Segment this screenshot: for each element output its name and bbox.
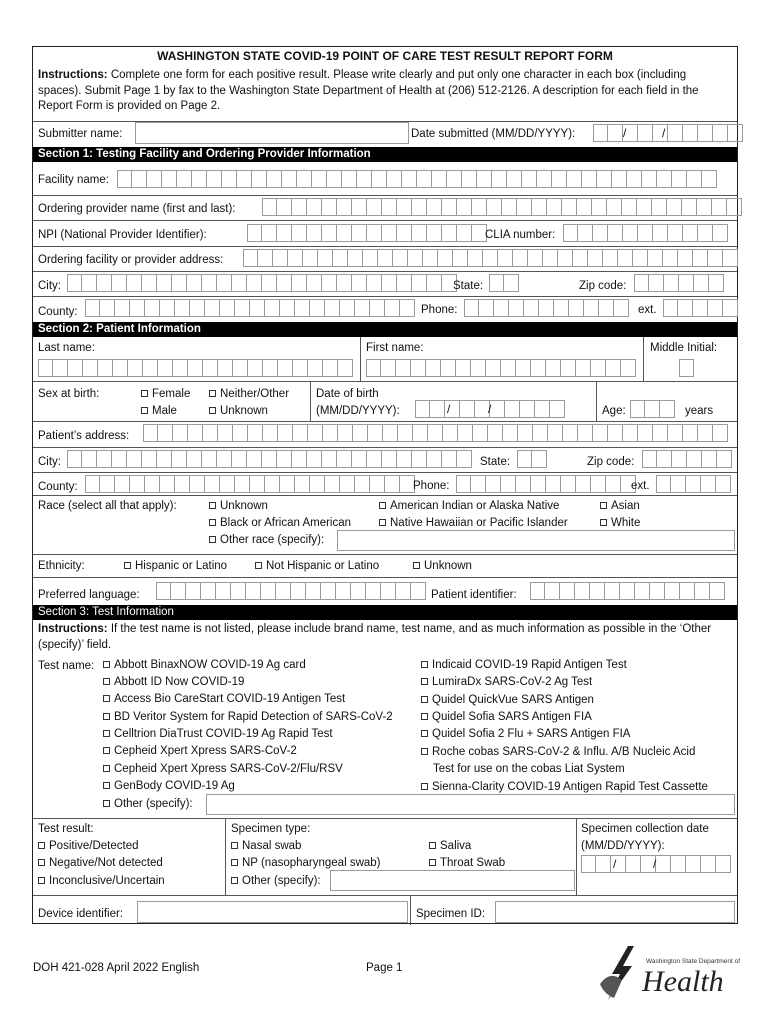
phone-label: Phone:	[421, 304, 458, 316]
checkbox-icon	[209, 407, 216, 414]
patient-ext-field[interactable]	[656, 475, 731, 493]
zip-field[interactable]	[634, 274, 724, 292]
checkbox-icon	[231, 877, 238, 884]
npi-label: NPI (National Provider Identifier):	[38, 229, 207, 241]
logo-department-text: Washington State Department of	[646, 958, 741, 965]
date-submitted-label: Date submitted (MM/DD/YYYY):	[411, 128, 576, 140]
years-label: years	[685, 405, 714, 417]
report-form: WASHINGTON STATE COVID-19 POINT OF CARE TEST RESULT REPORT FORM Instructions: Complete one form for each positive result. Please write clearly and put only one character in each box (including spaces). Submit Page 1 by fax to the Washington State Department of Health at (206) 512-2126. A description for each field in the Report Form is provided on Page 2. Submitter name: Date submitted (MM/DD/YYYY): / / Section 1: Testing Facility and Ordering Provider Information Facility name: Ordering provider name (first and last): NPI (National Provider Identifier): CLIA number: Ordering facility or provider address: City: State: Zip code: County: Phone: ext. Section 2: Patient Information Last name: First name: Middle Initial: Sex at birth: Female Male Neither/Other Unknown Date of birth (MM/DD/YYYY): / / Age: years Patient’s address: City: State: Zip code: County: Phone: ext. Race (select all that apply): Unknown American Indian or Alaska Native Asian Black or African American Native Hawaiian or Pacific Islander White Other race (specify): Ethnicity: Hispanic or Latino Not Hispanic or Latino Unknown Preferred language: Patient identifier: Section 3: Test Information Instructions: If the test name is not listed, please include brand name, test name, and as much information as possible in the ‘Other (specify)’ field. Test name: Abbott BinaxNOW COVID-19 Ag card Abbott ID Now COVID-19 Access Bio CareStart COVID-19 Antigen Test BD Veritor System for Rapid Detection of SARS-CoV-2 Celltrion DiaTrust COVID-19 Ag Rapid Test Cepheid Xpert Xpress SARS-CoV-2 Cepheid Xpert Xpress SARS-CoV-2/Flu/RSV GenBody COVID-19 Ag Other (specify): Indicaid COVID-19 Rapid Antigen Test LumiraDx SARS-CoV-2 Ag Test Quidel QuickVue SARS Antigen Quidel Sofia SARS Antigen FIA Quidel Sofia 2 Flu + SARS Antigen FIA Roche cobas SARS-CoV-2 & Influ. A/B Nucleic Acid Test for use on the cobas Liat System Sienna-Clarity COVID-19 Antigen Rapid Test Cassette Test result: Positive/Detected Negative/Not detected Inconclusive/Uncertain Specimen type: Nasal swab NP (nasopharyngeal swab) Other (specify): Saliva Throat Swab Specimen collection date (MM/DD/YYYY): / / Device identifier: Specimen ID:	[32, 46, 738, 924]
ordering-address-label: Ordering facility or provider address:	[38, 254, 224, 266]
ethnicity-option-hispanic[interactable]: Hispanic or Latino	[124, 559, 227, 573]
checkbox-icon	[379, 502, 386, 509]
patient-ext-label: ext.	[631, 480, 650, 492]
dob-label-line1: Date of birth	[316, 388, 379, 400]
patient-address-field[interactable]	[143, 424, 728, 442]
patient-address-label: Patient’s address:	[38, 430, 130, 442]
form-number: DOH 421-028 April 2022 English	[33, 962, 200, 974]
preferred-language-field[interactable]	[156, 582, 426, 600]
checkbox-icon	[421, 748, 428, 755]
checkbox-icon	[421, 713, 428, 720]
test-other-field[interactable]	[206, 794, 735, 815]
checkbox-icon	[421, 661, 428, 668]
section3-instructions-label: Instructions:	[38, 623, 108, 635]
checkbox-icon	[231, 859, 238, 866]
section3-header: Section 3: Test Information	[33, 605, 737, 620]
test-option-genbody[interactable]: GenBody COVID-19 Ag	[103, 779, 235, 793]
instructions-label: Instructions:	[38, 69, 108, 81]
race-option-white[interactable]: White	[600, 516, 640, 530]
race-option-native-hawaiian[interactable]: Native Hawaiian or Pacific Islander	[379, 516, 568, 530]
test-option-celltrion[interactable]: Celltrion DiaTrust COVID-19 Ag Rapid Test	[103, 727, 333, 741]
clia-field[interactable]	[563, 224, 728, 242]
city-label: City:	[38, 280, 61, 292]
patient-phone-field[interactable]	[456, 475, 636, 493]
logo-health-text: Health	[642, 965, 724, 998]
checkbox-icon	[141, 390, 148, 397]
preferred-language-label: Preferred language:	[38, 589, 140, 601]
checkbox-icon	[103, 765, 110, 772]
city-field[interactable]	[67, 274, 457, 292]
test-result-label: Test result:	[38, 823, 94, 835]
page-number: Page 1	[366, 962, 403, 974]
checkbox-icon	[421, 783, 428, 790]
health-logo-icon	[598, 944, 642, 1002]
county-field[interactable]	[85, 299, 415, 317]
specimen-option-saliva[interactable]: Saliva	[429, 839, 471, 853]
specimen-option-other[interactable]: Other (specify):	[231, 874, 321, 888]
ordering-provider-label: Ordering provider name (first and last):	[38, 203, 236, 215]
form-title: WASHINGTON STATE COVID-19 POINT OF CARE TEST RESULT REPORT FORM	[157, 49, 613, 63]
test-option-bd-veritor[interactable]: BD Veritor System for Rapid Detection of SARS-CoV-2	[103, 710, 393, 724]
last-name-label: Last name:	[38, 342, 95, 354]
ethnicity-label: Ethnicity:	[38, 560, 85, 572]
test-option-sienna-clarity[interactable]: Sienna-Clarity COVID-19 Antigen Rapid Test Cassette	[421, 780, 708, 794]
state-field[interactable]	[489, 274, 519, 292]
patient-county-label: County:	[38, 481, 78, 493]
patient-county-field[interactable]	[85, 475, 415, 493]
result-option-inconclusive[interactable]: Inconclusive/Uncertain	[38, 874, 165, 888]
test-option-other[interactable]: Other (specify):	[103, 797, 193, 811]
result-option-negative[interactable]: Negative/Not detected	[38, 856, 163, 870]
specimen-option-nasal[interactable]: Nasal swab	[231, 839, 301, 853]
sex-option-male[interactable]: Male	[141, 404, 177, 418]
checkbox-icon	[255, 562, 262, 569]
checkbox-icon	[103, 800, 110, 807]
sex-at-birth-label: Sex at birth:	[38, 388, 100, 400]
age-label: Age:	[602, 405, 626, 417]
checkbox-icon	[421, 678, 428, 685]
checkbox-icon	[209, 502, 216, 509]
specimen-other-field[interactable]	[330, 870, 575, 891]
checkbox-icon	[209, 536, 216, 543]
section3-instructions-text: If the test name is not listed, please include brand name, test name, and as much information as possible in the ‘Other (specify)’ field.	[38, 623, 712, 651]
first-name-field[interactable]	[366, 359, 636, 377]
patient-identifier-label: Patient identifier:	[431, 589, 517, 601]
facility-name-field[interactable]	[117, 170, 717, 188]
test-option-indicaid[interactable]: Indicaid COVID-19 Rapid Antigen Test	[421, 658, 627, 672]
ethnicity-option-not-hispanic[interactable]: Not Hispanic or Latino	[255, 559, 379, 573]
test-option-access-bio[interactable]: Access Bio CareStart COVID-19 Antigen Test	[103, 692, 345, 706]
date-submitted-field[interactable]	[593, 124, 743, 142]
patient-city-field[interactable]	[67, 450, 472, 468]
test-option-lumiradx[interactable]: LumiraDx SARS-CoV-2 Ag Test	[421, 675, 592, 689]
sex-option-neither[interactable]: Neither/Other	[209, 387, 289, 401]
facility-name-label: Facility name:	[38, 174, 109, 186]
state-label: State:	[453, 280, 484, 292]
section1-header: Section 1: Testing Facility and Ordering Provider Information	[33, 147, 737, 162]
race-option-other[interactable]: Other race (specify):	[209, 533, 324, 547]
device-identifier-field[interactable]	[137, 901, 408, 923]
race-label: Race (select all that apply):	[38, 500, 177, 512]
patient-phone-label: Phone:	[413, 480, 450, 492]
last-name-field[interactable]	[38, 359, 353, 377]
race-option-unknown[interactable]: Unknown	[209, 499, 268, 513]
specimen-type-label: Specimen type:	[231, 823, 311, 835]
patient-state-label: State:	[480, 456, 511, 468]
ethnicity-option-unknown[interactable]: Unknown	[413, 559, 472, 573]
submitter-name-field[interactable]	[135, 122, 409, 144]
middle-initial-field[interactable]	[679, 359, 694, 377]
collection-date-label-line1: Specimen collection date	[581, 823, 709, 835]
middle-initial-label: Middle Initial:	[650, 342, 718, 354]
test-option-abbott-id-now[interactable]: Abbott ID Now COVID-19	[103, 675, 244, 689]
checkbox-icon	[231, 842, 238, 849]
section3-instructions	[38, 622, 728, 653]
zip-label: Zip code:	[579, 280, 627, 292]
ext-label: ext.	[638, 304, 657, 316]
checkbox-icon	[38, 877, 45, 884]
specimen-option-throat[interactable]: Throat Swab	[429, 856, 505, 870]
checkbox-icon	[429, 842, 436, 849]
race-option-american-indian[interactable]: American Indian or Alaska Native	[379, 499, 559, 513]
specimen-option-np[interactable]: NP (nasopharyngeal swab)	[231, 856, 381, 870]
checkbox-icon	[38, 859, 45, 866]
form-instructions	[38, 68, 728, 115]
age-field[interactable]	[630, 400, 675, 418]
test-option-abbott-binaxnow[interactable]: Abbott BinaxNOW COVID-19 Ag card	[103, 658, 306, 672]
ordering-provider-field[interactable]	[262, 198, 742, 216]
specimen-id-field[interactable]	[495, 901, 735, 923]
result-option-positive[interactable]: Positive/Detected	[38, 839, 139, 853]
patient-state-field[interactable]	[517, 450, 547, 468]
specimen-id-label: Specimen ID:	[416, 908, 486, 920]
ordering-address-field[interactable]	[243, 249, 738, 267]
checkbox-icon	[38, 842, 45, 849]
roche-continuation: Test for use on the cobas Liat System	[433, 763, 625, 775]
checkbox-icon	[103, 678, 110, 685]
checkbox-icon	[103, 661, 110, 668]
test-option-cepheid[interactable]: Cepheid Xpert Xpress SARS-CoV-2	[103, 744, 297, 758]
checkbox-icon	[379, 519, 386, 526]
checkbox-icon	[421, 696, 428, 703]
checkbox-icon	[209, 390, 216, 397]
test-option-quidel-sofia-2[interactable]: Quidel Sofia 2 Flu + SARS Antigen FIA	[421, 727, 630, 741]
checkbox-icon	[421, 730, 428, 737]
checkbox-icon	[103, 782, 110, 789]
sex-option-female[interactable]: Female	[141, 387, 190, 401]
test-name-label: Test name:	[38, 660, 95, 672]
first-name-label: First name:	[366, 342, 424, 354]
checkbox-icon	[600, 519, 607, 526]
test-option-quidel-sofia[interactable]: Quidel Sofia SARS Antigen FIA	[421, 710, 592, 724]
race-option-asian[interactable]: Asian	[600, 499, 640, 513]
npi-field[interactable]	[247, 224, 487, 242]
instructions-text: Complete one form for each positive result. Please write clearly and put only one character in each box (including spaces). Submit Page 1 by fax to the Washington State Department of Health at (206) 512-2126. A description for each field in the Report Form is provided on Page 2.	[38, 69, 699, 112]
checkbox-icon	[103, 747, 110, 754]
patient-zip-label: Zip code:	[587, 456, 635, 468]
checkbox-icon	[429, 859, 436, 866]
test-option-quidel-quickvue[interactable]: Quidel QuickVue SARS Antigen	[421, 693, 594, 707]
checkbox-icon	[209, 519, 216, 526]
device-identifier-label: Device identifier:	[38, 908, 124, 920]
phone-field[interactable]	[464, 299, 629, 317]
race-other-field[interactable]	[337, 530, 735, 551]
clia-label: CLIA number:	[485, 229, 556, 241]
checkbox-icon	[103, 730, 110, 737]
patient-zip-field[interactable]	[642, 450, 732, 468]
section2-header: Section 2: Patient Information	[33, 322, 737, 337]
test-option-cepheid-flu-rsv[interactable]: Cepheid Xpert Xpress SARS-CoV-2/Flu/RSV	[103, 762, 343, 776]
dob-label-line2: (MM/DD/YYYY):	[316, 405, 400, 417]
checkbox-icon	[124, 562, 131, 569]
ext-field[interactable]	[663, 299, 738, 317]
checkbox-icon	[103, 713, 110, 720]
sex-option-unknown[interactable]: Unknown	[209, 404, 268, 418]
patient-identifier-field[interactable]	[530, 582, 725, 600]
checkbox-icon	[413, 562, 420, 569]
checkbox-icon	[103, 695, 110, 702]
checkbox-icon	[141, 407, 148, 414]
doh-logo	[598, 942, 740, 1004]
patient-city-label: City:	[38, 456, 61, 468]
test-option-roche-cobas[interactable]: Roche cobas SARS-CoV-2 & Influ. A/B Nucleic Acid	[421, 745, 695, 759]
checkbox-icon	[600, 502, 607, 509]
submitter-name-label: Submitter name:	[38, 128, 123, 140]
collection-date-label-line2: (MM/DD/YYYY):	[581, 840, 665, 852]
race-option-black[interactable]: Black or African American	[209, 516, 351, 530]
county-label: County:	[38, 306, 78, 318]
